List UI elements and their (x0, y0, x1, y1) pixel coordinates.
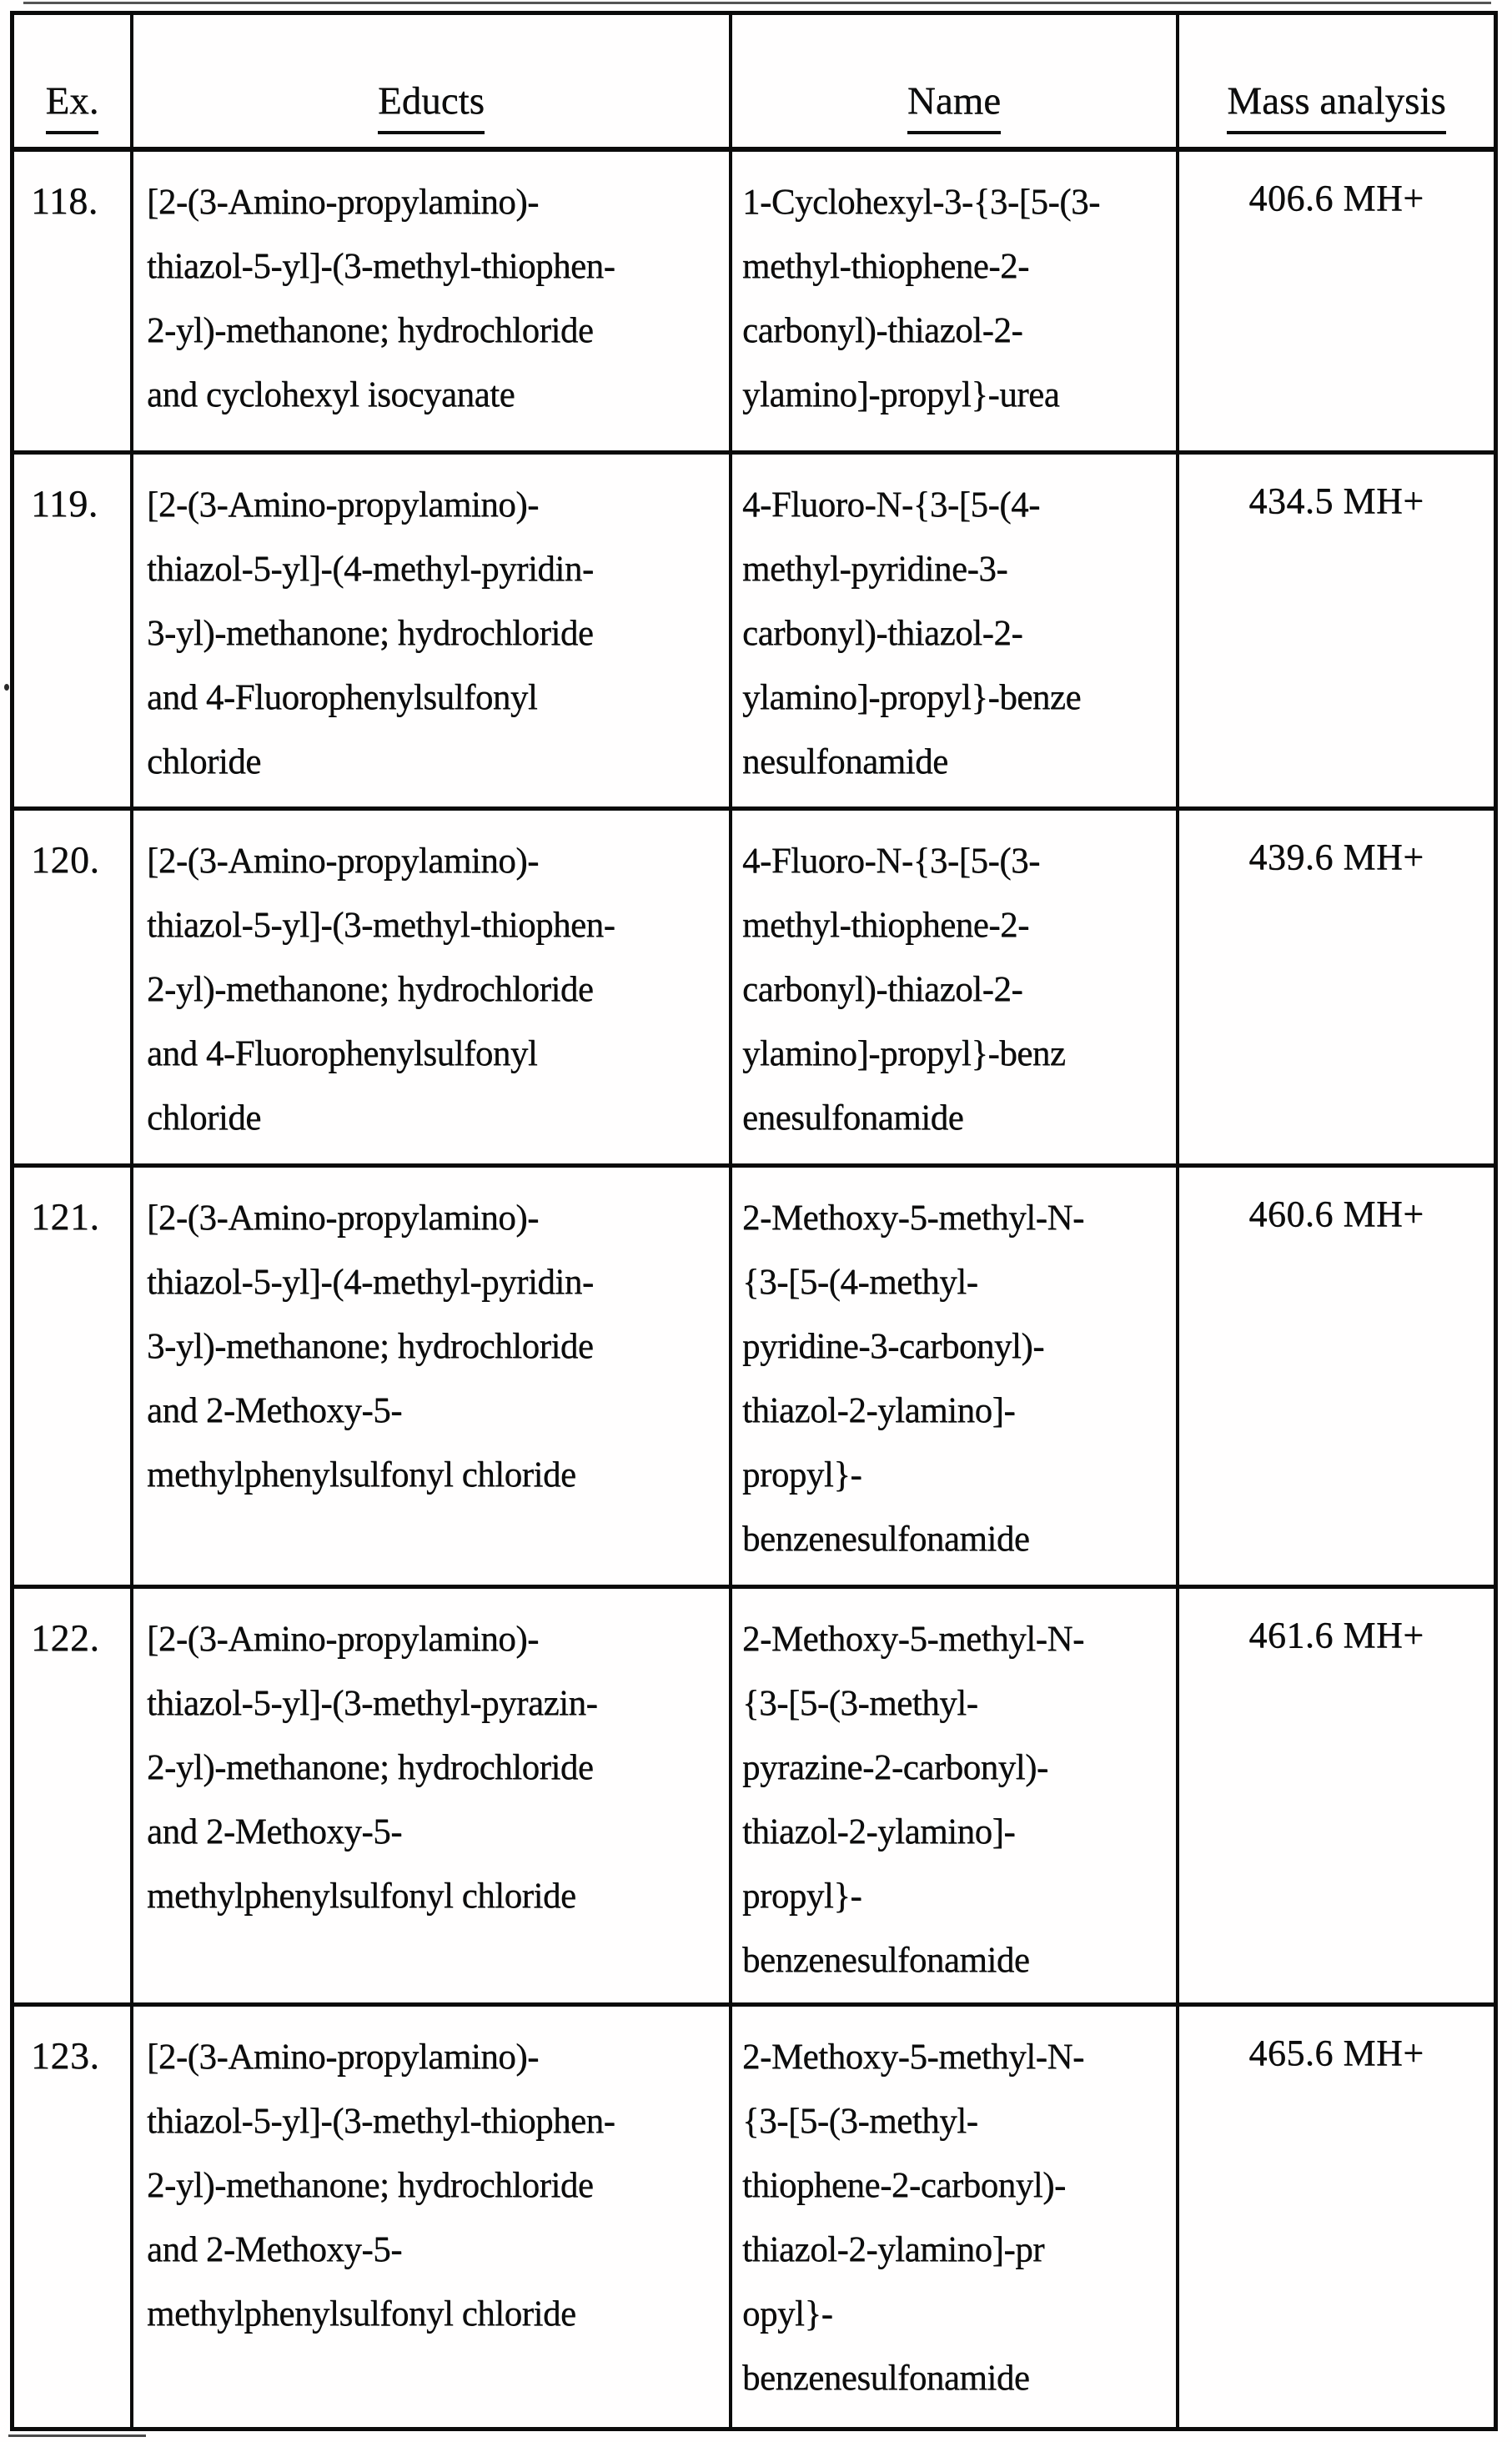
compound-examples-table (10, 11, 1498, 2431)
name-cell: 2-Methoxy-5-methyl-N- {3-[5-(4-methyl- pyridine-3-carbonyl)- thiazol-2-ylamino]- propyl}- benzenesulfonamide (732, 1168, 1179, 1589)
column-header-mass-analysis-label: Mass analysis (1227, 80, 1445, 134)
column-header-ex (14, 15, 133, 152)
mass-analysis-cell: 460.6 MH+ (1179, 1168, 1494, 1589)
ex-number-cell: 121. (14, 1168, 133, 1589)
educts-cell: [2-(3-Amino-propylamino)- thiazol-5-yl]-(3-methyl-thiophen- 2-yl)-methanone; hydrochloride and cyclohexyl isocyanate (133, 152, 732, 455)
educts-cell: [2-(3-Amino-propylamino)- thiazol-5-yl]-(3-methyl-thiophen- 2-yl)-methanone; hydrochloride and 4-Fluorophenylsulfonyl chloride (133, 811, 732, 1168)
name-cell: 2-Methoxy-5-methyl-N- {3-[5-(3-methyl- thiophene-2-carbonyl)- thiazol-2-ylamino]-pr opyl}- benzenesulfonamide (732, 2007, 1179, 2427)
educts-cell: [2-(3-Amino-propylamino)- thiazol-5-yl]-(3-methyl-pyrazin- 2-yl)-methanone; hydrochloride and 2-Methoxy-5- methylphenylsulfonyl chloride (133, 1589, 732, 2007)
name-cell: 2-Methoxy-5-methyl-N- {3-[5-(3-methyl- pyrazine-2-carbonyl)- thiazol-2-ylamino]- propyl}- benzenesulfonamide (732, 1589, 1179, 2007)
name-cell: 4-Fluoro-N-{3-[5-(3- methyl-thiophene-2- carbonyl)-thiazol-2- ylamino]-propyl}-benz enesulfonamide (732, 811, 1179, 1168)
column-header-name (732, 15, 1179, 152)
column-header-educts (133, 15, 732, 152)
mass-analysis-cell: 434.5 MH+ (1179, 455, 1494, 811)
column-header-ex-label: Ex. (46, 80, 99, 134)
ex-number-cell: 118. (14, 152, 133, 455)
ex-number-cell: 120. (14, 811, 133, 1168)
ex-number-cell: 123. (14, 2007, 133, 2427)
mass-analysis-cell: 465.6 MH+ (1248, 2032, 1424, 2073)
column-header-mass-analysis (1179, 15, 1494, 152)
educts-cell: [2-(3-Amino-propylamino)- thiazol-5-yl]-(4-methyl-pyridin- 3-yl)-methanone; hydrochloride and 4-Fluorophenylsulfonyl chloride (133, 455, 732, 811)
mass-analysis-cell: 461.6 MH+ (1179, 1589, 1494, 2007)
name-cell: 1-Cyclohexyl-3-{3-[5-(3- methyl-thiophene-2- carbonyl)-thiazol-2- ylamino]-propyl}-urea (732, 152, 1179, 455)
ex-number-cell: 122. (14, 1589, 133, 2007)
scan-artifact-dot (4, 684, 9, 691)
mass-analysis-cell: 406.6 MH+ (1179, 152, 1494, 455)
column-header-name-label: Name (907, 80, 1001, 134)
ex-number-cell: 119. (14, 455, 133, 811)
educts-cell: [2-(3-Amino-propylamino)- thiazol-5-yl]-(4-methyl-pyridin- 3-yl)-methanone; hydrochloride and 2-Methoxy-5- methylphenylsulfonyl chloride (133, 1168, 732, 1589)
educts-cell: [2-(3-Amino-propylamino)- thiazol-5-yl]-(3-methyl-thiophen- 2-yl)-methanone; hydrochloride and 2-Methoxy-5- methylphenylsulfonyl chloride (133, 2007, 732, 2427)
mass-analysis-cell: 439.6 MH+ (1179, 811, 1494, 1168)
scan-artifact-top-line (23, 2, 1491, 4)
scan-artifact-bottom-line (8, 2434, 146, 2437)
name-cell: 4-Fluoro-N-{3-[5-(4- methyl-pyridine-3- carbonyl)-thiazol-2- ylamino]-propyl}-benze nesulfonamide (732, 455, 1179, 811)
column-header-educts-label: Educts (378, 80, 485, 134)
